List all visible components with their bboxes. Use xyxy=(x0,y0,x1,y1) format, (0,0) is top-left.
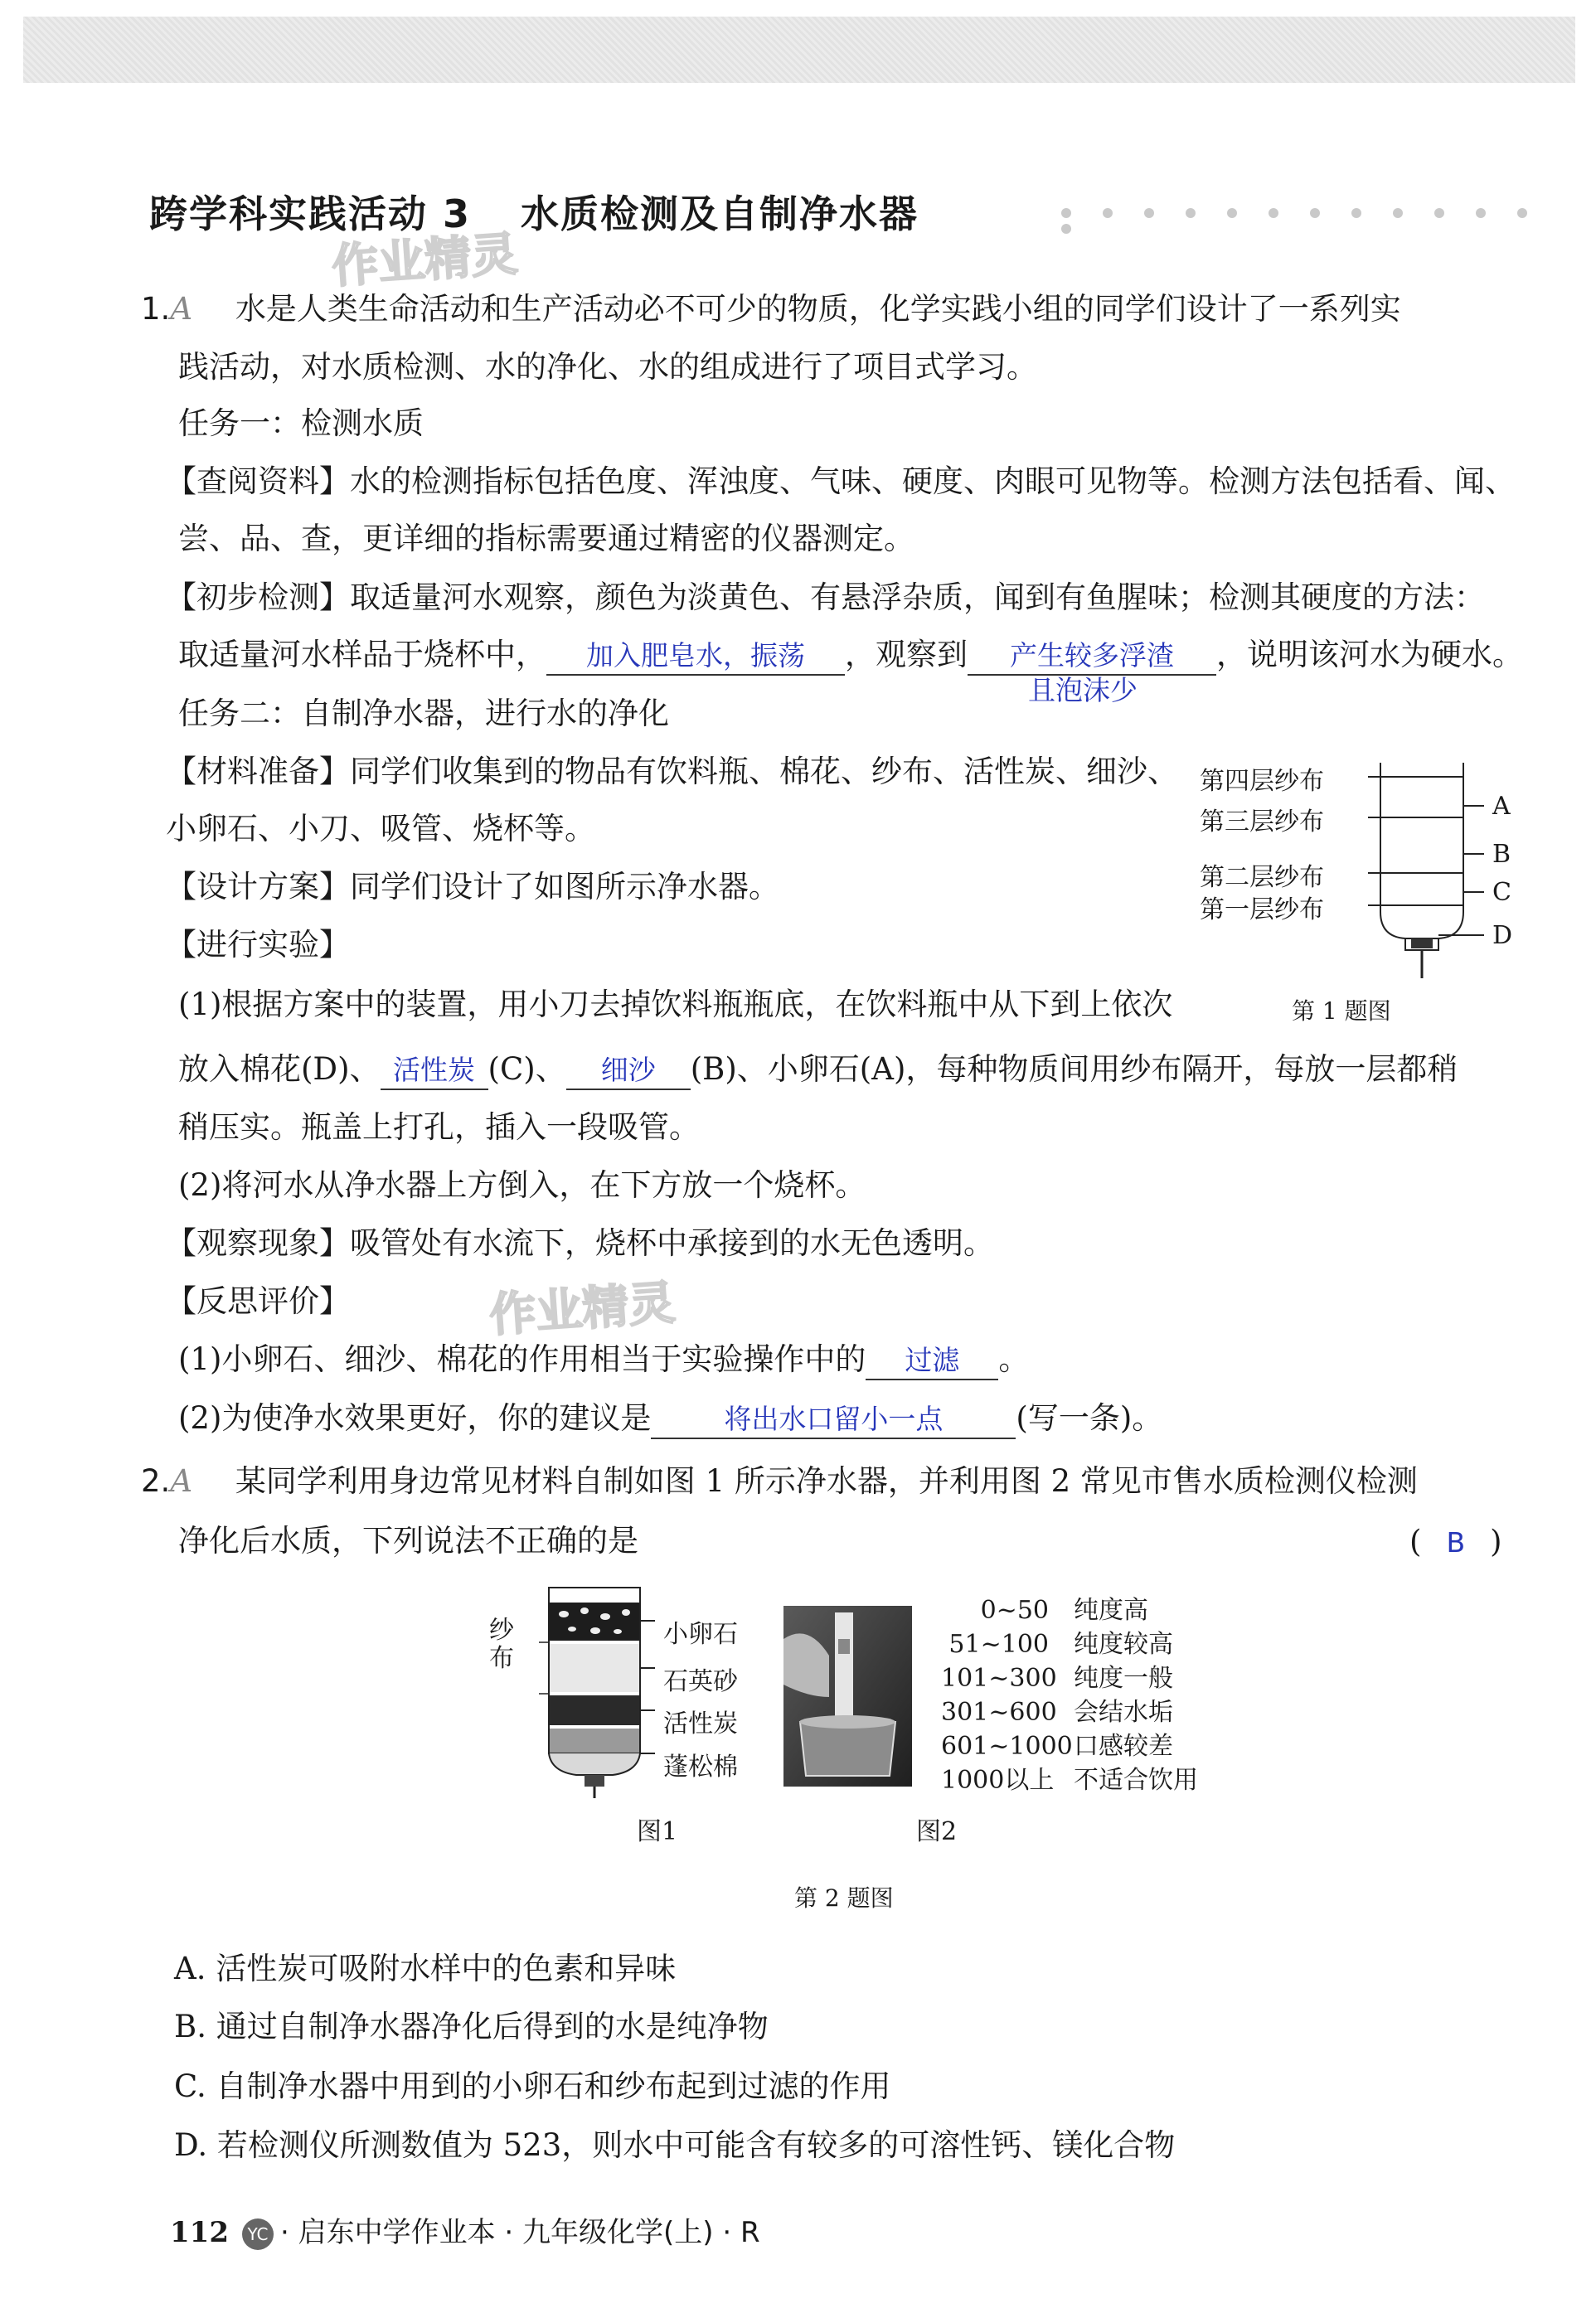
step1-line1: (1)根据方案中的装置，用小刀去掉饮料瓶瓶底，在饮料瓶中从下到上依次 xyxy=(178,987,1173,1022)
materials-line2: 小卵石、小刀、吸管、烧杯等。 xyxy=(166,811,595,846)
q2-level: A xyxy=(170,1463,193,1499)
blank-phenomenon-cont: 且泡沫少 xyxy=(1028,674,1138,706)
watermark: 作业精灵 xyxy=(330,227,520,294)
blank-layer-c: 活性炭 xyxy=(381,1052,488,1090)
page-title xyxy=(149,184,919,239)
reflection-1: (1)小卵石、细沙、棉花的作用相当于实验操作中的 过滤 。 xyxy=(178,1339,1029,1380)
q1-filter-diagram xyxy=(1368,746,1501,995)
layer3-label: 第三层纱布 xyxy=(1200,807,1324,836)
page-number: 112 xyxy=(170,2216,229,2249)
page-footer xyxy=(170,2209,760,2250)
q2-stem-line1: 2.A 某同学利用身边常见材料自制如图 1 所示净水器，并利用图 2 常见市售水质检测仪检测 xyxy=(141,1463,1418,1499)
layer4-label: 第四层纱布 xyxy=(1200,767,1324,796)
option-d: D. 若检测仪所测数值为 523，则水中可能含有较多的可溶性钙、镁化合物 xyxy=(174,2127,1176,2163)
blank-suggestion: 将出水口留小一点 xyxy=(651,1401,1016,1439)
q2-fig1-filter xyxy=(539,1579,663,1803)
q1-figure-caption: 第 1 题图 xyxy=(1292,997,1391,1025)
tds-table xyxy=(941,1593,1198,1797)
letter-c: C xyxy=(1492,878,1511,907)
prelim-line2: 取适量河水样品于烧杯中， 加入肥皂水，振荡 ，观察到 产生较多浮渣 ，说明该河水为硬水。 xyxy=(178,634,1523,676)
watermark: 作业精灵 xyxy=(488,1276,677,1343)
option-c: C. 自制净水器中用到的小卵石和纱布起到过滤的作用 xyxy=(174,2068,891,2104)
publisher-badge: YC xyxy=(242,2218,274,2250)
layer1-label: 第一层纱布 xyxy=(1200,895,1324,924)
letter-d: D xyxy=(1492,921,1513,950)
title-activity: 跨学科实践活动 3 xyxy=(149,192,472,236)
q1-number: 1. xyxy=(141,291,171,327)
reference-line2: 尝、品、查，更详细的指标需要通过精密的仪器测定。 xyxy=(178,521,914,556)
step1-line2: 放入棉花(D)、 活性炭 (C)、 细沙 (B)、小卵石(A)，每种物质间用纱布隔开，每放一层都稍 xyxy=(178,1049,1458,1090)
title-topic: 水质检测及自制净水器 xyxy=(521,192,919,236)
q2-number: 2. xyxy=(141,1463,171,1499)
activated-carbon-label: 活性炭 xyxy=(663,1709,738,1738)
materials-line1: 【材料准备】同学们收集到的物品有饮料瓶、棉花、纱布、活性炭、细沙、 xyxy=(166,754,1178,789)
option-a: A. 活性炭可吸附水样中的色素和异味 xyxy=(174,1951,677,1986)
reflection-2: (2)为使净水效果更好，你的建议是 将出水口留小一点 (写一条)。 xyxy=(178,1398,1162,1439)
task-two: 任务二：自制净水器，进行水的净化 xyxy=(178,696,669,731)
tds-row: 0~50 纯度高 xyxy=(980,1596,1148,1625)
tds-row: 301~600 会结水垢 xyxy=(941,1698,1173,1727)
q2-fig2-tds-meter-photo xyxy=(783,1606,912,1787)
blank-phenomenon: 产生较多浮渣 xyxy=(968,638,1216,676)
q1-intro-line2: 践活动，对水质检测、水的净化、水的组成进行了项目式学习。 xyxy=(178,349,1037,385)
blank-layer-b: 细沙 xyxy=(566,1052,691,1090)
title-dots xyxy=(1061,206,1596,237)
layer2-label: 第二层纱布 xyxy=(1200,863,1324,892)
pebble-label: 小卵石 xyxy=(663,1620,738,1649)
step1-line3: 稍压实。瓶盖上打孔，插入一段吸管。 xyxy=(178,1109,700,1145)
q2-answer-bracket: ( B ) xyxy=(1409,1524,1502,1559)
prelim-line1: 【初步检测】取适量河水观察，颜色为淡黄色、有悬浮杂质，闻到有鱼腥味；检测其硬度的方法： xyxy=(166,579,1485,615)
tds-row: 101~300 纯度一般 xyxy=(941,1664,1173,1693)
q2-figure-caption: 第 2 题图 xyxy=(794,1884,894,1912)
q1-intro-line1: 1.A 水是人类生命活动和生产活动必不可少的物质，化学实践小组的同学们设计了一系列实 xyxy=(141,291,1401,327)
option-b: B. 通过自制净水器净化后得到的水是纯净物 xyxy=(174,2009,769,2044)
experiment-heading: 【进行实验】 xyxy=(166,927,350,963)
reference-line1: 【查阅资料】水的检测指标包括色度、浑浊度、气味、硬度、肉眼可见物等。检测方法包括看、闻、 xyxy=(166,463,1516,499)
step2-line: (2)将河水从净水器上方倒入，在下方放一个烧杯。 xyxy=(178,1167,866,1203)
blank-operation: 过滤 xyxy=(866,1342,998,1380)
q2-fig1-caption: 图1 xyxy=(637,1817,678,1846)
q2-stem-line2: 净化后水质，下列说法不正确的是 xyxy=(178,1523,638,1559)
reflection-heading: 【反思评价】 xyxy=(166,1283,350,1319)
tds-row: 601~1000口感较差 xyxy=(941,1732,1173,1761)
design-line: 【设计方案】同学们设计了如图所示净水器。 xyxy=(166,869,779,904)
tds-row: 1000以上 不适合饮用 xyxy=(941,1766,1198,1795)
q2-fig2-caption: 图2 xyxy=(916,1817,958,1846)
quartz-sand-label: 石英砂 xyxy=(663,1667,738,1696)
letter-b: B xyxy=(1492,840,1511,869)
task-one: 任务一：检测水质 xyxy=(178,405,424,441)
top-scan-band xyxy=(23,17,1575,83)
tds-row: 51~100 纯度较高 xyxy=(948,1630,1173,1659)
letter-a: A xyxy=(1492,792,1511,821)
observation-line: 【观察现象】吸管处有水流下，烧杯中承接到的水无色透明。 xyxy=(166,1225,994,1261)
q2-fig1-side-label: 纱 布 xyxy=(489,1616,514,1673)
q2-answer: B xyxy=(1446,1526,1466,1559)
cotton-label: 蓬松棉 xyxy=(663,1753,738,1782)
book-title: · 启东中学作业本 · 九年级化学(上) · R xyxy=(279,2216,760,2249)
q1-level: A xyxy=(170,291,193,327)
blank-method: 加入肥皂水，振荡 xyxy=(546,638,845,676)
